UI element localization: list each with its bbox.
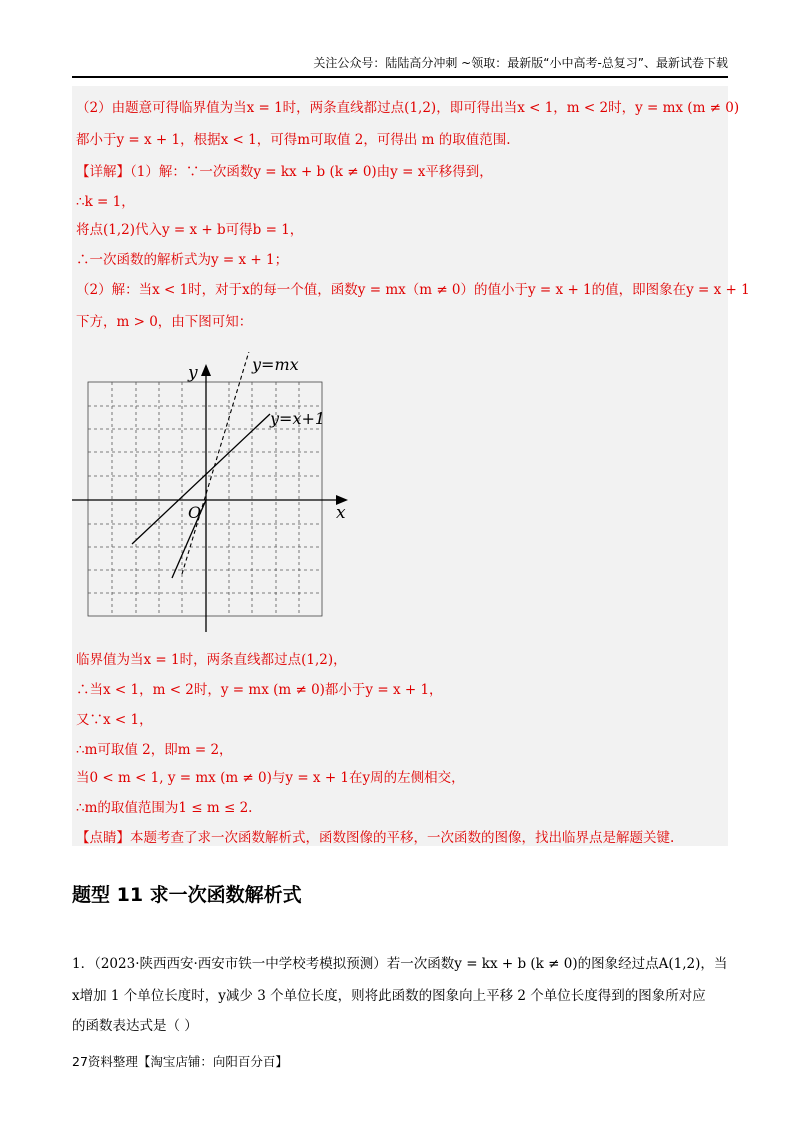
page-header: 关注公众号：陆陆高分冲刺 ~领取：最新版“小中高考-总复习”、最新试卷下载 [72,54,728,78]
solution-line: （2）解：当x < 1时，对于x的每一个值，函数y = mx（m ≠ 0）的值小于y = x + 1的值，即图象在y = x + 1 [76,282,750,298]
solution-line: ∴m的取值范围为1 ≤ m ≤ 2. [76,800,253,816]
footer-text: 资料整理【淘宝店铺：向阳百分百】 [87,1054,288,1069]
line-mx [182,352,250,574]
solution-line: ∴一次函数的解析式为y = x + 1； [76,252,289,268]
solution-line: ∴当x < 1，m < 2时，y = mx (m ≠ 0)都小于y = x + 1， [76,682,443,698]
solution-line: 又∵x < 1， [76,712,153,728]
solution-line: ∴k = 1， [76,194,135,210]
solution-line: 将点(1,2)代入y = x + b可得b = 1， [76,222,304,238]
page-number: 27 [72,1054,88,1069]
y-axis-arrow-icon [201,364,211,376]
solution-line: 【详解】（1）解：∵一次函数y = kx + b (k ≠ 0)由y = x平移得到， [76,164,493,180]
solution-line: 都小于y = x + 1，根据x < 1，可得m可取值 2，可得出 m 的取值范围. [76,132,511,148]
page-footer [72,1052,288,1070]
y-axis-label: y [188,363,198,383]
solution-line: （2）由题意可得临界值为当x = 1时，两条直线都过点(1,2)，即可得出当x < 1，m < 2时，y = mx (m ≠ 0) [76,100,740,116]
line-x-plus-1 [132,414,270,544]
function-graph [72,352,372,632]
solution-line: 临界值为当x = 1时，两条直线都过点(1,2)， [76,652,347,668]
solution-line: 下方，m > 0，由下图可知： [76,314,253,330]
question-line: 1．（2023·陕西西安·西安市铁一中学校考模拟预测）若一次函数y = kx + b (k ≠ 0)的图象经过点A(1,2)，当 [72,956,728,972]
solution-line: 当0 < m < 1, y = mx (m ≠ 0)与y = x + 1在y周的左侧相交， [76,770,465,786]
solution-line: 【点睛】本题考查了求一次函数解析式，函数图像的平移，一次函数的图像，找出临界点是解题关键. [76,830,675,846]
x-axis-label: x [336,503,346,523]
origin-label: O [188,503,202,522]
solution-line: ∴m可取值 2，即m = 2， [76,742,233,758]
question-line: x增加 1 个单位长度时，y减少 3 个单位长度，则将此函数的图象向上平移 2 个单位长度得到的图象所对应 [72,988,706,1004]
section-title: 题型 11 求一次函数解析式 [72,884,302,906]
line-x1-label: y=x+1 [270,409,326,428]
question-line: 的函数表达式是（ ） [72,1018,198,1034]
line-mx-label: y=mx [252,355,299,374]
